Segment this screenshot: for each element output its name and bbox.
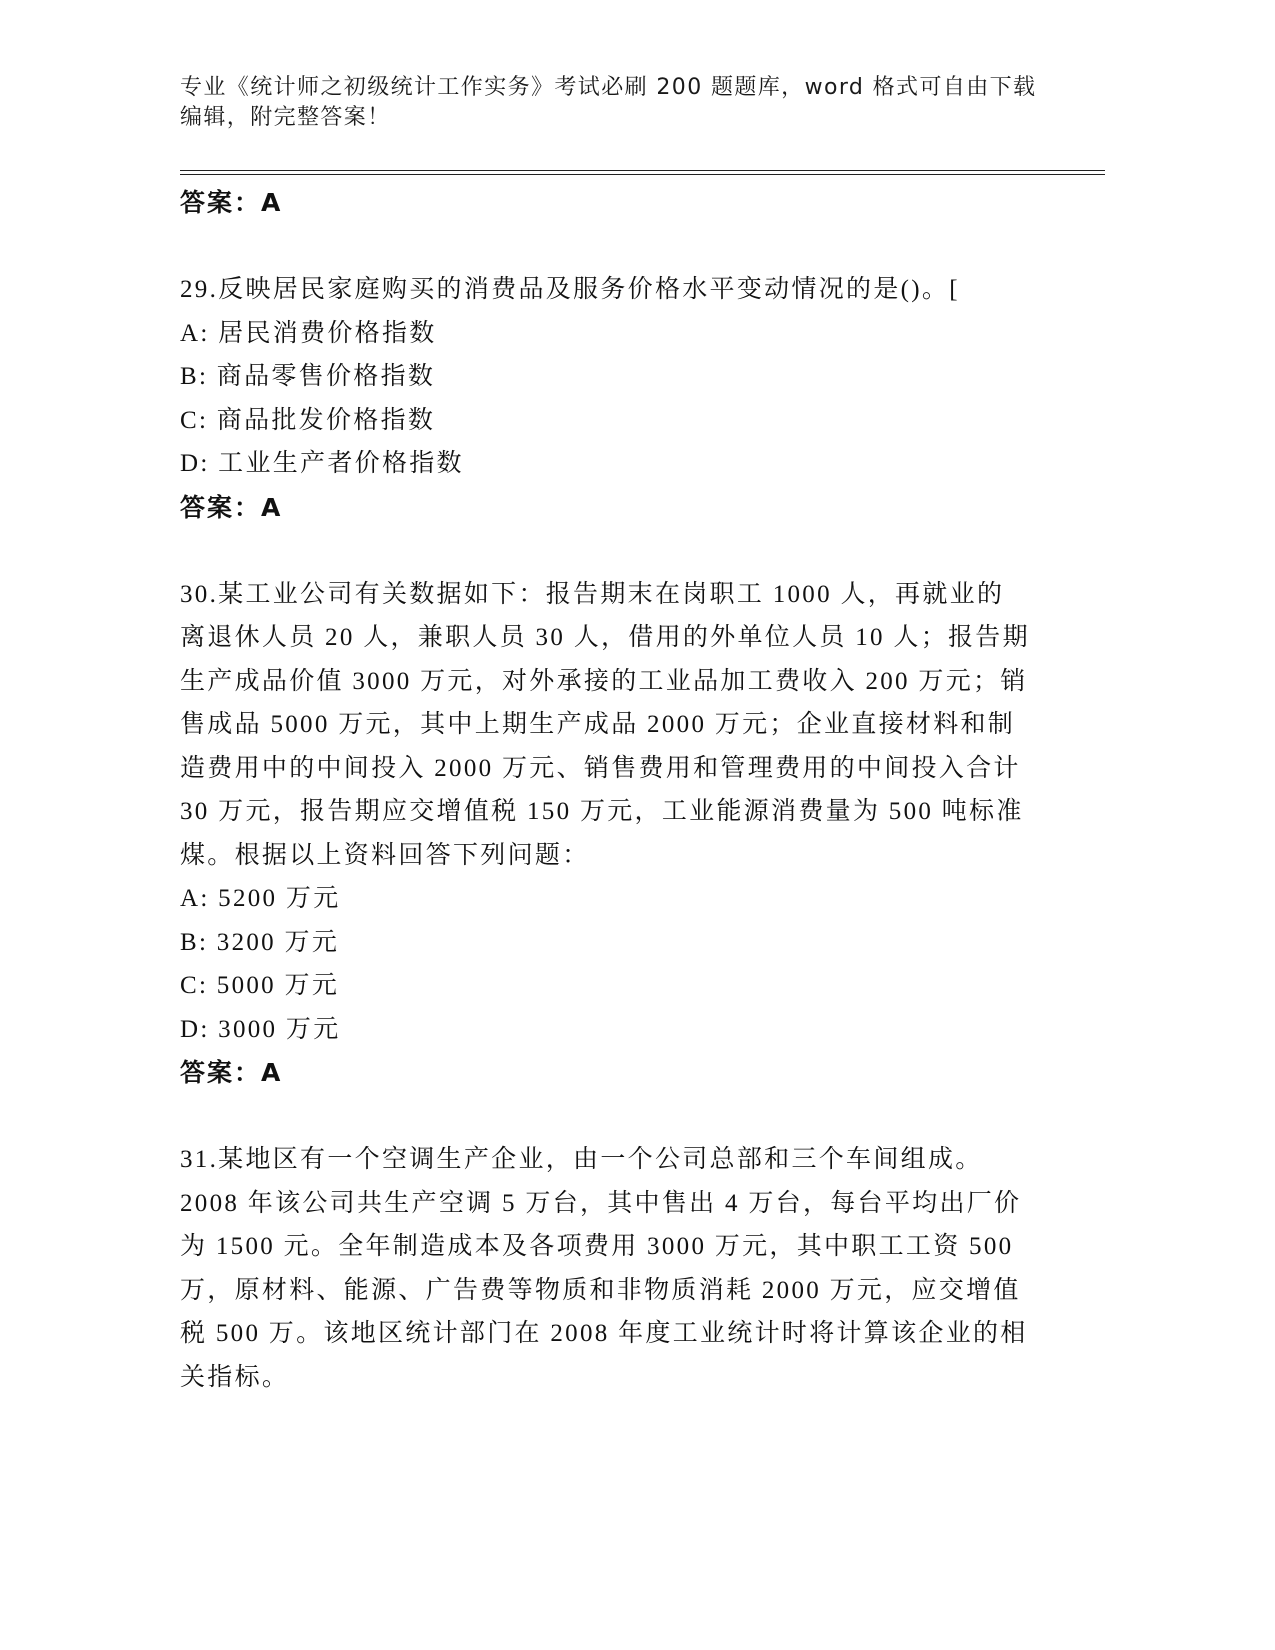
answer-label: 答案：A <box>180 188 283 217</box>
document-header <box>180 73 1036 133</box>
option-c: C: 商品批发价格指数 <box>180 406 436 434</box>
question-30 <box>180 573 1080 1095</box>
answer-label: 答案：A <box>180 1058 283 1087</box>
option-a: A: 居民消费价格指数 <box>180 319 437 347</box>
option-c: C: 5000 万元 <box>180 972 340 999</box>
question-stem-line: 29.反映居民家庭购买的消费品及服务价格水平变动情况的是()。[ <box>180 276 960 303</box>
question-stem-line: 煤。根据以上资料回答下列问题： <box>180 841 590 869</box>
option-b: B: 商品零售价格指数 <box>180 363 436 390</box>
question-stem-line: 30.某工业公司有关数据如下：报告期末在岗职工 1000 人，再就业的 <box>180 580 1005 608</box>
option-d: D: 工业生产者价格指数 <box>180 450 464 477</box>
question-stem-line: 31.某地区有一个空调生产企业，由一个公司总部和三个车间组成。 <box>180 1146 983 1173</box>
answer-label: 答案：A <box>180 492 283 522</box>
question-stem-line: 税 500 万。该地区统计部门在 2008 年度工业统计时将计算该企业的相 <box>180 1320 1028 1347</box>
option-b: B: 3200 万元 <box>180 928 340 956</box>
question-stem-line: 售成品 5000 万元，其中上期生产成品 2000 万元；企业直接材料和制 <box>180 711 1016 738</box>
question-stem-line: 生产成品价值 3000 万元，对外承接的工业品加工费收入 200 万元；销 <box>180 667 1028 695</box>
header-title-line: 编辑，附完整答案！ <box>180 105 391 130</box>
question-stem-line: 造费用中的中间投入 2000 万元、销售费用和管理费用的中间投入合计 <box>180 754 1021 782</box>
option-a: A: 5200 万元 <box>180 885 341 912</box>
question-stem-line: 离退休人员 20 人，兼职人员 30 人，借用的外单位人员 10 人；报告期 <box>180 624 1030 651</box>
question-stem-line: 万，原材料、能源、广告费等物质和非物质消耗 2000 万元，应交增值 <box>180 1276 1021 1304</box>
document-body <box>180 181 1080 1399</box>
header-title-line: 专业《统计师之初级统计工作实务》考试必刷 200 题题库，word 格式可自由下载 <box>180 75 1037 100</box>
question-stem-line: 2008 年该公司共生产空调 5 万台，其中售出 4 万台，每台平均出厂价 <box>180 1189 1022 1217</box>
question-stem-line: 为 1500 元。全年制造成本及各项费用 3000 万元，其中职工工资 500 <box>180 1233 1014 1260</box>
option-d: D: 3000 万元 <box>180 1015 341 1043</box>
question-stem-line: 关指标。 <box>180 1363 290 1391</box>
question-stem-line: 30 万元，报告期应交增值税 150 万元，工业能源消费量为 500 吨标准 <box>180 798 1024 825</box>
question-29 <box>180 268 1080 529</box>
question-31 <box>180 1138 1080 1399</box>
double-rule-divider <box>180 170 1105 175</box>
